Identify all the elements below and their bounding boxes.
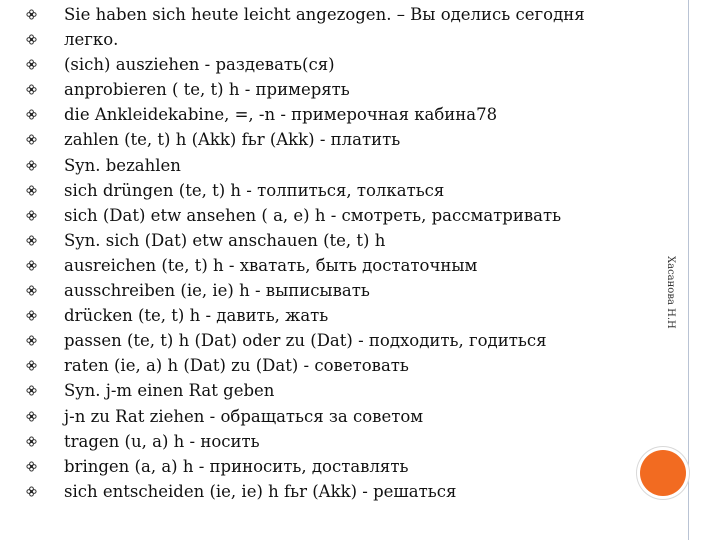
- list-item-text: die Ankleidekabine, =, -n - примерочная кабина78: [64, 105, 498, 125]
- decorative-circle: [640, 450, 686, 496]
- list-item: [26, 102, 666, 127]
- list-item: [26, 178, 666, 203]
- flower-bullet-icon: [26, 260, 37, 271]
- list-item: [26, 303, 666, 328]
- list-item: [26, 253, 666, 278]
- list-item: [26, 378, 666, 403]
- list-item: [26, 404, 666, 429]
- flower-bullet-icon: [26, 160, 37, 171]
- list-item-text: Syn. j-m einen Rat geben: [64, 381, 275, 401]
- flower-bullet-icon: [26, 436, 37, 447]
- list-item: [26, 454, 666, 479]
- list-item: [26, 77, 666, 102]
- flower-bullet-icon: [26, 84, 37, 95]
- list-item-text: raten (ie, a) h (Dat) zu (Dat) - советовать: [64, 356, 409, 376]
- flower-bullet-icon: [26, 285, 37, 296]
- flower-bullet-icon: [26, 385, 37, 396]
- list-item-text: Syn. bezahlen: [64, 155, 181, 175]
- list-item: [26, 353, 666, 378]
- flower-bullet-icon: [26, 109, 37, 120]
- flower-bullet-icon: [26, 360, 37, 371]
- author-label: Хасанова Н.Н: [665, 256, 676, 329]
- list-item: [26, 52, 666, 77]
- list-item: [26, 328, 666, 353]
- list-item-text: anprobieren ( te, t) h - примерять: [64, 80, 350, 100]
- flower-bullet-icon: [26, 210, 37, 221]
- list-item-text: ausreichen (te, t) h - хватать, быть достаточным: [64, 255, 478, 275]
- vocabulary-list: [26, 2, 666, 504]
- list-item: [26, 153, 666, 178]
- list-item-text: ausschreiben (ie, ie) h - выписывать: [64, 281, 370, 301]
- list-item-text: sich drüngen (te, t) h - толпиться, толкаться: [64, 180, 445, 200]
- list-item-text: sich entscheiden (ie, ie) h fьr (Akk) - решаться: [64, 481, 457, 501]
- list-item: [26, 228, 666, 253]
- list-item-text: (sich) ausziehen - раздевать(ся): [64, 55, 335, 75]
- list-item-text: Sie haben sich heute leicht angezogen. – Вы оделись сегодня: [64, 5, 585, 24]
- list-item-text: drücken (te, t) h - давить, жать: [64, 306, 329, 326]
- list-item-text: j-n zu Rat ziehen - обращаться за советом: [64, 406, 424, 426]
- list-item-text: легко.: [64, 30, 119, 50]
- vertical-divider: [688, 0, 689, 540]
- flower-bullet-icon: [26, 335, 37, 346]
- flower-bullet-icon: [26, 486, 37, 497]
- list-item-text: sich (Dat) etw ansehen ( a, e) h - смотреть, рассматривать: [64, 205, 562, 225]
- flower-bullet-icon: [26, 235, 37, 246]
- list-item: [26, 278, 666, 303]
- flower-bullet-icon: [26, 9, 37, 20]
- flower-bullet-icon: [26, 185, 37, 196]
- flower-bullet-icon: [26, 461, 37, 472]
- list-item: [26, 127, 666, 152]
- flower-bullet-icon: [26, 59, 37, 70]
- flower-bullet-icon: [26, 134, 37, 145]
- list-item-text: zahlen (te, t) h (Akk) fьr (Akk) - платить: [64, 130, 401, 150]
- list-item: [26, 27, 666, 52]
- list-item-text: passen (te, t) h (Dat) oder zu (Dat) - подходить, годиться: [64, 331, 547, 351]
- list-item: [26, 479, 666, 504]
- flower-bullet-icon: [26, 34, 37, 45]
- list-item-text: tragen (u, a) h - носить: [64, 431, 260, 451]
- flower-bullet-icon: [26, 411, 37, 422]
- flower-bullet-icon: [26, 310, 37, 321]
- list-item: [26, 203, 666, 228]
- list-item-text: Syn. sich (Dat) etw anschauen (te, t) h: [64, 230, 386, 250]
- list-item-text: bringen (a, a) h - приносить, доставлять: [64, 456, 409, 476]
- list-item: [26, 429, 666, 454]
- list-item: [26, 2, 666, 27]
